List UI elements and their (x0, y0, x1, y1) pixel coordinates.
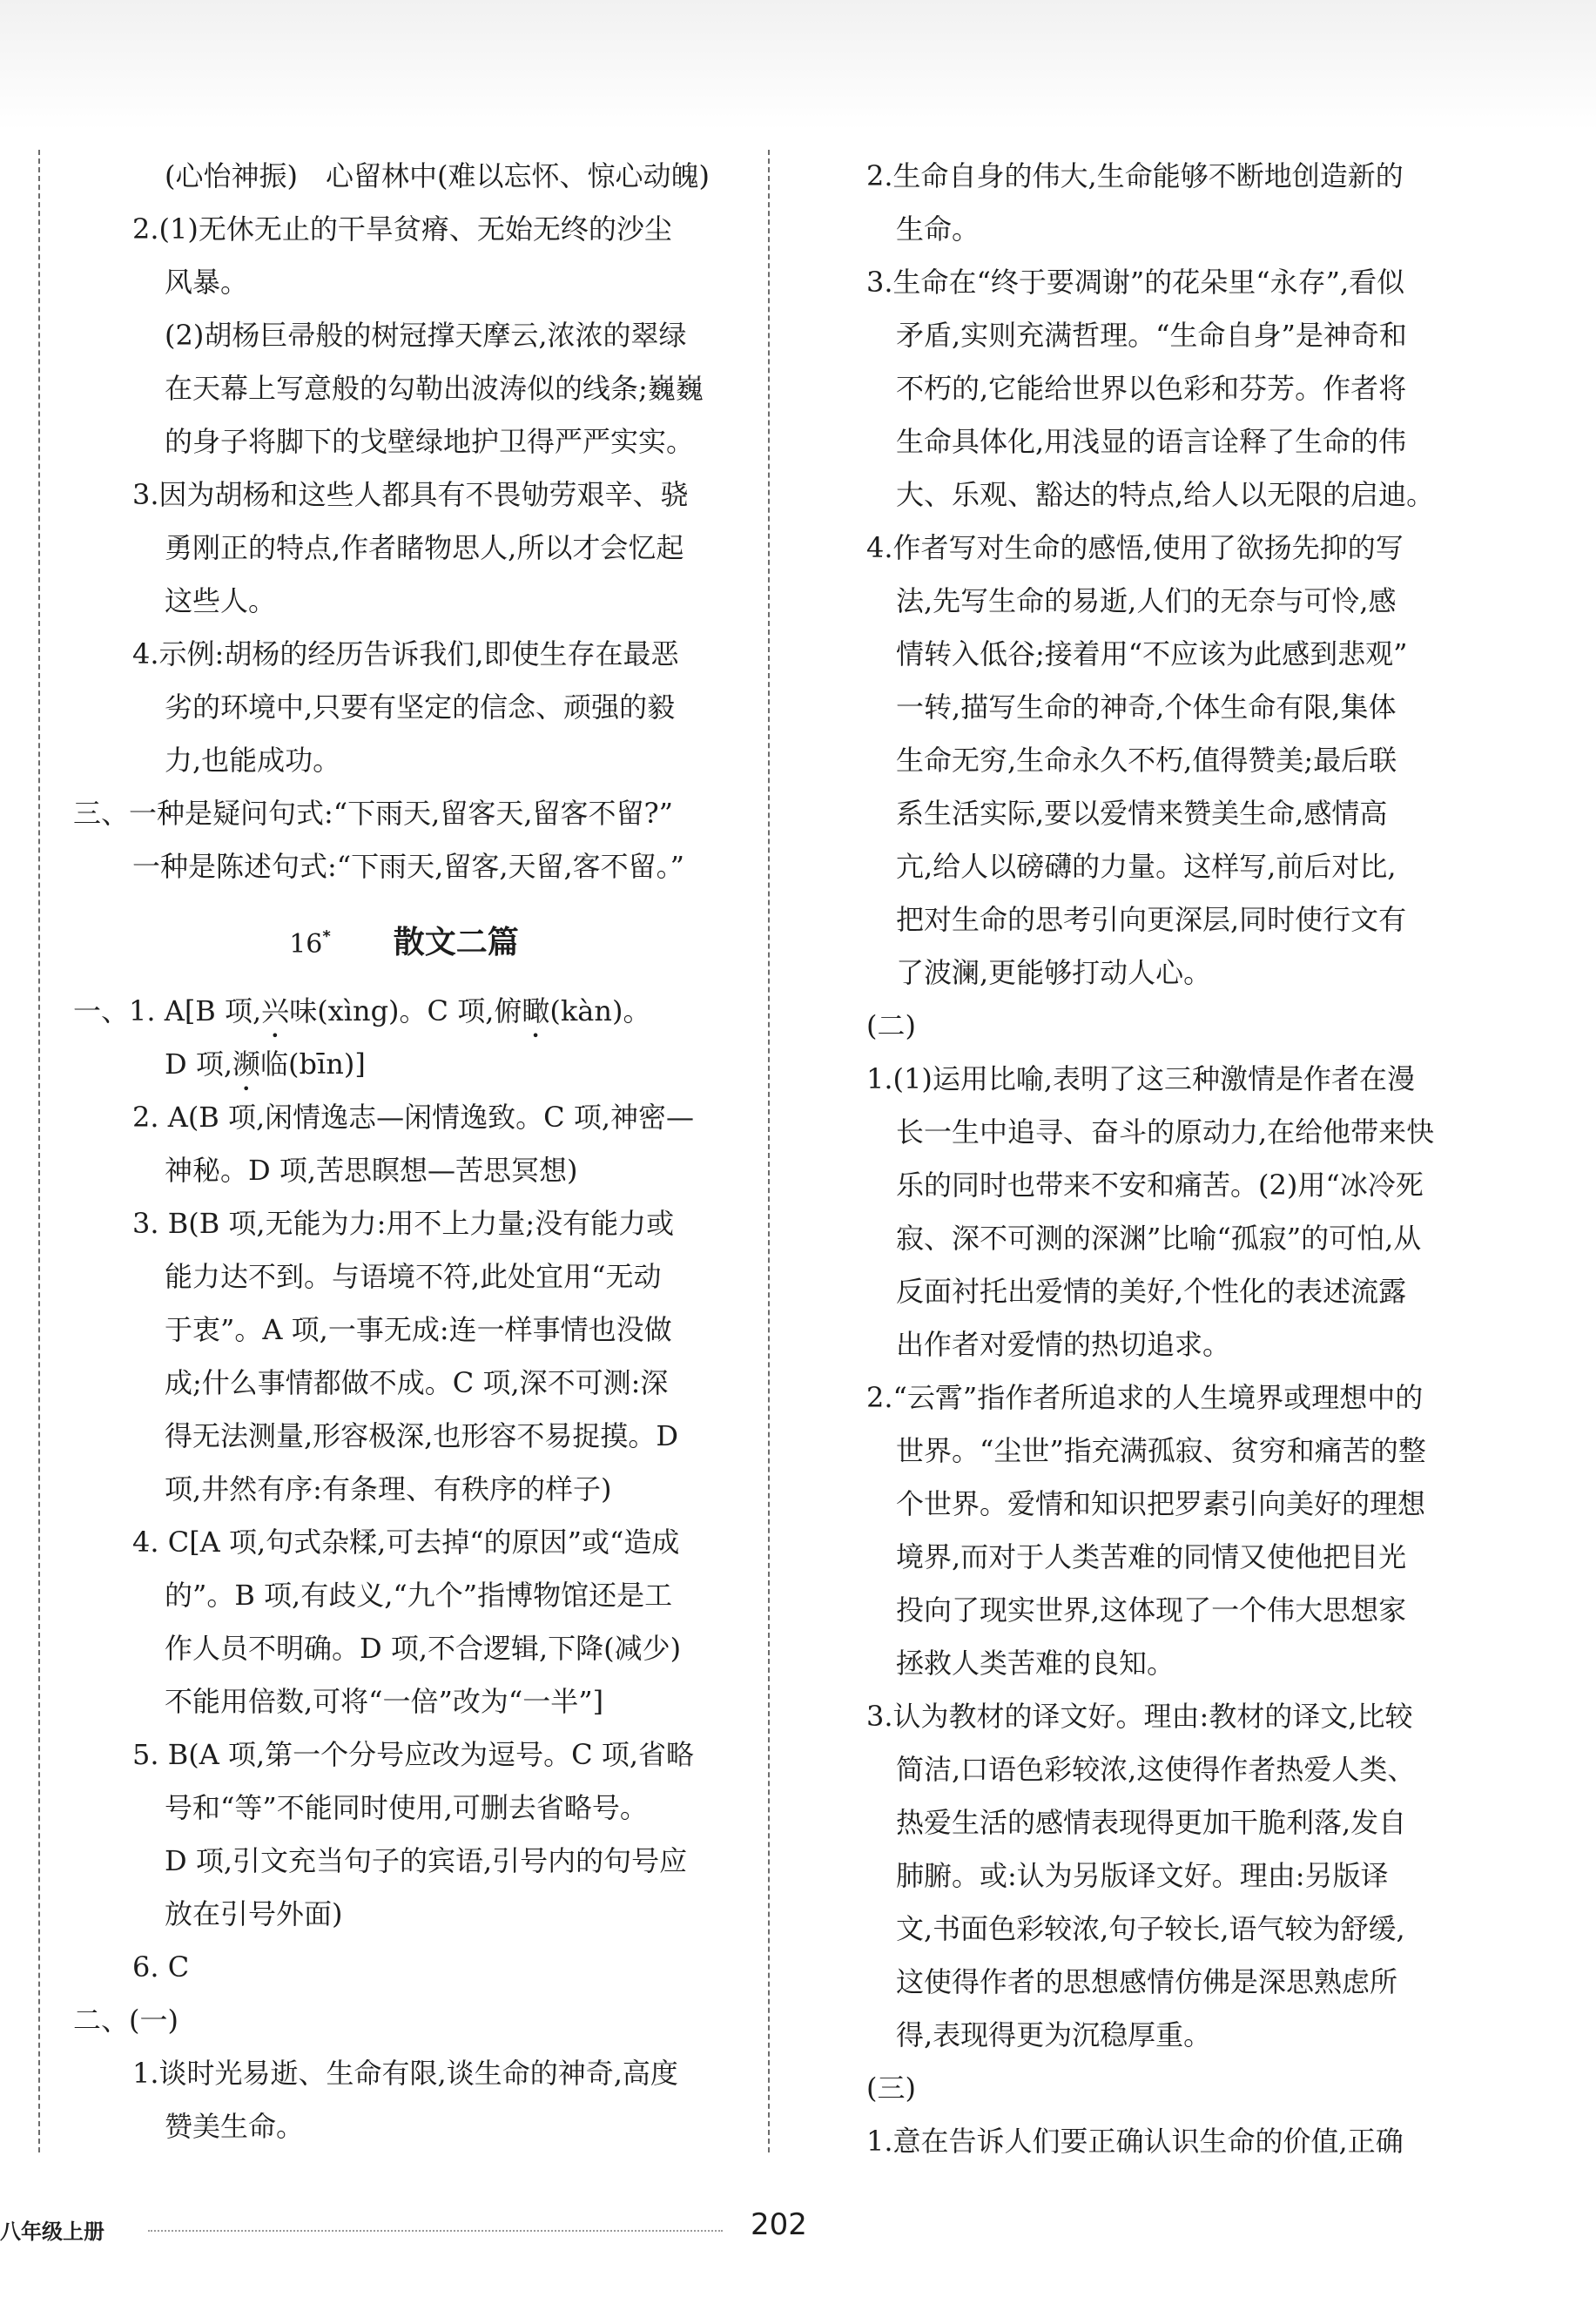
answer-item (73, 985, 735, 1038)
text-run: 味(xìng)。C 项,俯 (289, 994, 522, 1027)
answer-item: 4.作者写对生命的感悟,使用了欲扬先抑的写 (866, 531, 1404, 564)
text-line: 勇刚正的特点,作者睹物思人,所以才会忆起 (165, 531, 684, 564)
text-line: 放在引号外面) (165, 1897, 343, 1930)
answer-item: 6. C (132, 1950, 190, 1984)
section-heading-line: 二、(一) (73, 2004, 178, 2037)
text-line: 反面衬托出爱情的美好,个性化的表述流露 (896, 1275, 1407, 1308)
text-line: 于衷”。A 项,一事无成:连一样事情也没做 (165, 1313, 672, 1346)
text-line: 文,书面色彩较浓,句子较长,语气较为舒缓, (896, 1912, 1405, 1945)
text-line: 情转入低谷;接着用“不应该为此感到悲观” (896, 637, 1408, 670)
text-line: 拯救人类苦难的良知。 (896, 1647, 1175, 1680)
text-line: 个世界。爱情和知识把罗素引向美好的理想 (896, 1487, 1426, 1520)
text-line: 作人员不明确。D 项,不合逻辑,下降(减少) (165, 1632, 682, 1665)
text-line: 号和“等”不能同时使用,可删去省略号。 (165, 1791, 648, 1824)
text-line: 把对生命的思考引向更深层,同时使行文有 (896, 903, 1407, 936)
text-line: 系生活实际,要以爱情来赞美生命,感情高 (896, 797, 1388, 830)
text-line: 乐的同时也带来不安和痛苦。(2)用“冰冷死 (896, 1169, 1424, 1202)
text-line: 一种是陈述句式:“下雨天,留客,天留,客不留。” (132, 850, 685, 883)
answer-item: 3. B(B 项,无能为力:用不上力量;没有能力或 (132, 1207, 675, 1240)
text-line: 简洁,口语色彩较浓,这使得作者热爱人类、 (896, 1753, 1416, 1786)
text-line: 劣的环境中,只要有坚定的信念、顽强的毅 (165, 690, 676, 724)
text-line: (2)胡杨巨帚般的树冠撑天摩云,浓浓的翠绿 (165, 319, 687, 352)
emphasis-char: 兴 (261, 994, 290, 1027)
text-run: (kàn)。 (549, 994, 651, 1027)
section-title (73, 893, 735, 985)
text-line: 赞美生命。 (165, 2110, 305, 2143)
text-line: 在天幕上写意般的勾勒出波涛似的线条;巍巍 (165, 372, 704, 405)
text-line (73, 1038, 735, 1091)
answer-item: 2.生命自身的伟大,生命能够不断地创造新的 (866, 159, 1404, 192)
answer-item: 2. A(B 项,闲情逸志—闲情逸致。C 项,神密— (132, 1101, 694, 1134)
footer-dotted-line (148, 2230, 723, 2232)
text-line: (心怡神振) 心留林中(难以忘怀、惊心动魄) (165, 159, 710, 192)
emphasis-char: 濒 (232, 1047, 261, 1081)
text-line: D 项,引文充当句子的宾语,引号内的句号应 (165, 1844, 688, 1877)
text-line: 生命具体化,用浅显的语言诠释了生命的伟 (896, 425, 1407, 458)
text-line: 世界。“尘世”指充满孤寂、贫穷和痛苦的整 (896, 1434, 1426, 1467)
column-divider-rule (764, 150, 773, 2152)
answer-item: 4. C[A 项,句式杂糅,可去掉“的原因”或“造成 (132, 1526, 680, 1559)
subsection-label: (三) (866, 2071, 916, 2105)
text-line: 风暴。 (165, 266, 249, 299)
text-line: 得,表现得更为沉稳厚重。 (896, 2018, 1212, 2051)
text-line: 不朽的,它能给世界以色彩和芬芳。作者将 (896, 372, 1407, 405)
text-line: 肺腑。或:认为另版译文好。理由:另版译 (896, 1859, 1389, 1892)
text-line: 得无法测量,形容极深,也形容不易捉摸。D (165, 1419, 679, 1452)
answer-item: 2.“云霄”指作者所追求的人生境界或理想中的 (866, 1381, 1424, 1414)
answer-item: 1.谈时光易逝、生命有限,谈生命的神奇,高度 (132, 2057, 678, 2090)
text-line: 长一生中追寻、奋斗的原动力,在给他带来快 (896, 1115, 1435, 1149)
text-line: 神秘。D 项,苦思瞑想—苦思冥想) (165, 1154, 578, 1187)
text-line: 成;什么事情都做不成。C 项,深不可测:深 (165, 1366, 669, 1399)
answer-item: 2.(1)无休无止的干旱贫瘠、无始无终的沙尘 (132, 212, 672, 246)
answer-item: 3.因为胡杨和这些人都具有不畏劬劳艰辛、骁 (132, 478, 689, 511)
text-run: 临(bīn)] (260, 1047, 366, 1081)
section-title-text: 散文二篇 (393, 925, 519, 960)
text-line: 生命无穷,生命永久不朽,值得赞美;最后联 (896, 744, 1397, 777)
text-line: 力,也能成功。 (165, 744, 341, 777)
text-line: 矛盾,实则充满哲理。“生命自身”是神奇和 (896, 319, 1407, 352)
text-line: 项,井然有序:有条理、有秩序的样子) (165, 1472, 612, 1506)
text-line: 一转,描写生命的神奇,个体生命有限,集体 (896, 690, 1397, 724)
text-line: 境界,而对于人类苦难的同情又使他把目光 (896, 1540, 1407, 1573)
text-line: 热爱生活的感情表现得更加干脆利落,发自 (896, 1806, 1407, 1839)
text-line: 生命。 (896, 212, 980, 246)
left-binding-rule (35, 150, 44, 2152)
scan-top-shading (0, 0, 1596, 131)
text-line: 不能用倍数,可将“一倍”改为“一半”] (165, 1685, 604, 1718)
grade-label: 八年级上册 (0, 2220, 104, 2244)
text-line: 的身子将脚下的戈壁绿地护卫得严严实实。 (165, 425, 695, 458)
answer-item: 5. B(A 项,第一个分号应改为逗号。C 项,省略 (132, 1738, 694, 1771)
text-line: 寂、深不可测的深渊”比喻“孤寂”的可怕,从 (896, 1222, 1422, 1255)
text-line: 法,先写生命的易逝,人们的无奈与可怜,感 (896, 584, 1397, 617)
text-line: 出作者对爱情的热切追求。 (896, 1328, 1231, 1361)
text-line: 这使得作者的思想感情仿佛是深思熟虑所 (896, 1965, 1398, 1998)
left-column (73, 150, 735, 2153)
text-line: 这些人。 (165, 584, 277, 617)
page-number: 202 (751, 2207, 807, 2242)
text-run: D 项, (165, 1047, 233, 1081)
text-run: 一、1. A[B 项, (73, 994, 262, 1027)
section-heading-line: 三、一种是疑问句式:“下雨天,留客天,留客不留?” (73, 797, 674, 830)
answer-item: 4.示例:胡杨的经历告诉我们,即使生存在最恶 (132, 637, 679, 670)
answer-item: 1.(1)运用比喻,表明了这三种激情是作者在漫 (866, 1062, 1416, 1095)
answer-item: 3.认为教材的译文好。理由:教材的译文,比较 (866, 1700, 1413, 1733)
answer-item: 1.意在告诉人们要正确认识生命的价值,正确 (866, 2125, 1404, 2158)
subsection-label: (二) (866, 1009, 916, 1042)
section-number: 16 (289, 929, 323, 960)
text-line: 了波澜,更能够打动人心。 (896, 956, 1212, 989)
section-star: * (322, 927, 331, 946)
text-line: 的”。B 项,有歧义,“九个”指博物馆还是工 (165, 1579, 673, 1612)
text-line: 亢,给人以磅礴的力量。这样写,前后对比, (896, 850, 1397, 883)
text-line: 投向了现实世界,这体现了一个伟大思想家 (896, 1593, 1407, 1627)
page-footer (0, 2207, 1596, 2251)
right-column (858, 150, 1467, 2168)
answer-item: 3.生命在“终于要凋谢”的花朵里“永存”,看似 (866, 266, 1405, 299)
text-line: 大、乐观、豁达的特点,给人以无限的启迪。 (896, 478, 1435, 511)
emphasis-char: 瞰 (522, 994, 550, 1027)
text-line: 能力达不到。与语境不符,此处宜用“无动 (165, 1260, 662, 1293)
